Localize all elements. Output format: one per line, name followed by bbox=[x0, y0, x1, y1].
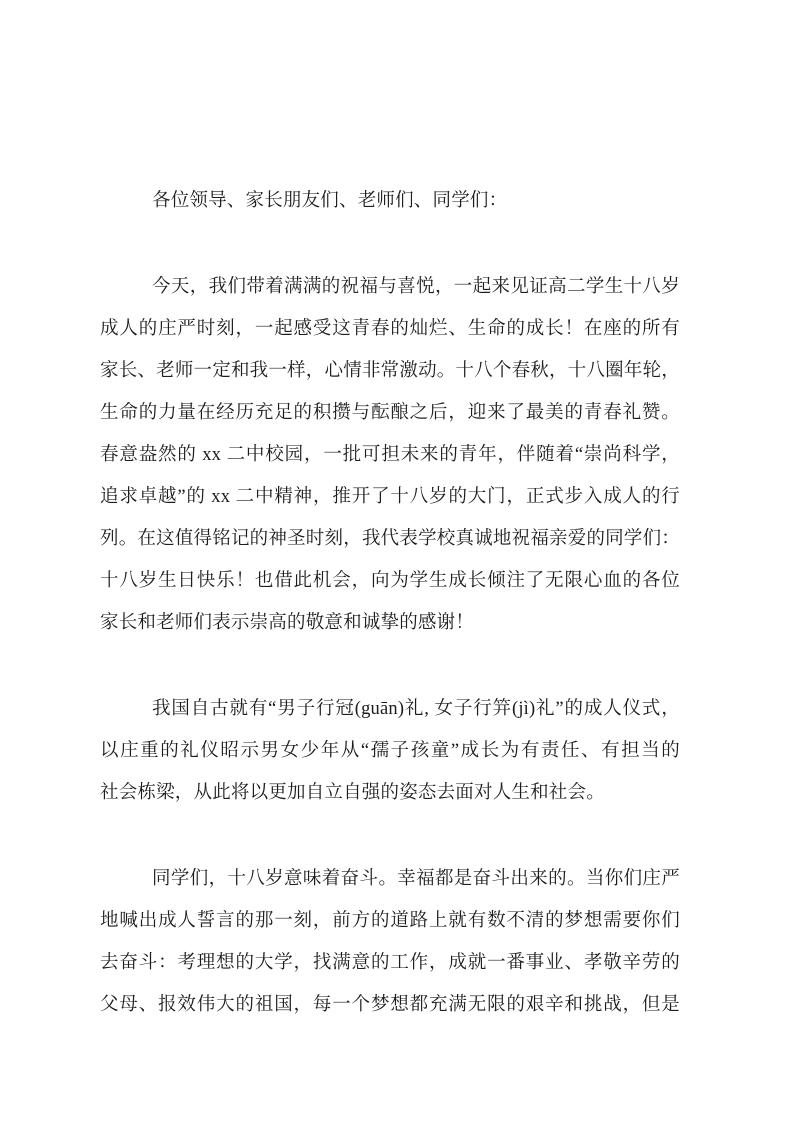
paragraph-paragraph-struggle bbox=[100, 858, 680, 1026]
text-line: 生命的力量在经历充足的积攒与酝酿之后，迎来了最美的青春礼赞。 bbox=[100, 403, 680, 423]
text-line: 家长、老师一定和我一样，心情非常激动。十八个春秋，十八圈年轮， bbox=[100, 361, 680, 381]
paragraph-salutation bbox=[100, 180, 680, 222]
text-line: 社会栋梁，从此将以更加自立自强的姿态去面对人生和社会。 bbox=[100, 783, 605, 803]
text-line: 我国自古就有“男子行冠(guān)礼, 女子行笄(jì)礼”的成人仪式， bbox=[152, 699, 680, 719]
text-line: 十八岁生日快乐！也借此机会，向为学生成长倾注了无限心血的各位 bbox=[100, 571, 680, 591]
document-content bbox=[100, 180, 680, 1070]
text-line: 去奋斗：考理想的大学，找满意的工作，成就一番事业、孝敬辛劳的 bbox=[100, 953, 680, 973]
text-line: 追求卓越”的 xx 二中精神，推开了十八岁的大门，正式步入成人的行 bbox=[100, 487, 680, 507]
text-line: 各位领导、家长朋友们、老师们、同学们： bbox=[152, 191, 508, 211]
text-line: 今天，我们带着满满的祝福与喜悦，一起来见证高二学生十八岁 bbox=[152, 277, 680, 297]
text-line: 列。在这值得铭记的神圣时刻，我代表学校真诚地祝福亲爱的同学们： bbox=[100, 529, 680, 549]
text-line: 以庄重的礼仪昭示男女少年从“孺子孩童”成长为有责任、有担当的 bbox=[100, 741, 680, 761]
paragraph-paragraph-greeting bbox=[100, 266, 680, 644]
text-line: 地喊出成人誓言的那一刻，前方的道路上就有数不清的梦想需要你们 bbox=[100, 911, 680, 931]
text-line: 成人的庄严时刻，一起感受这青春的灿烂、生命的成长！在座的所有 bbox=[100, 319, 680, 339]
paragraph-paragraph-tradition bbox=[100, 688, 680, 814]
text-line: 父母、报效伟大的祖国，每一个梦想都充满无限的艰辛和挑战，但是 bbox=[100, 995, 680, 1015]
text-line: 同学们，十八岁意味着奋斗。幸福都是奋斗出来的。当你们庄严 bbox=[152, 869, 680, 889]
text-line: 春意盎然的 xx 二中校园，一批可担未来的青年，伴随着“崇尚科学， bbox=[100, 445, 680, 465]
text-line: 家长和老师们表示崇高的敬意和诚挚的感谢！ bbox=[100, 613, 475, 633]
